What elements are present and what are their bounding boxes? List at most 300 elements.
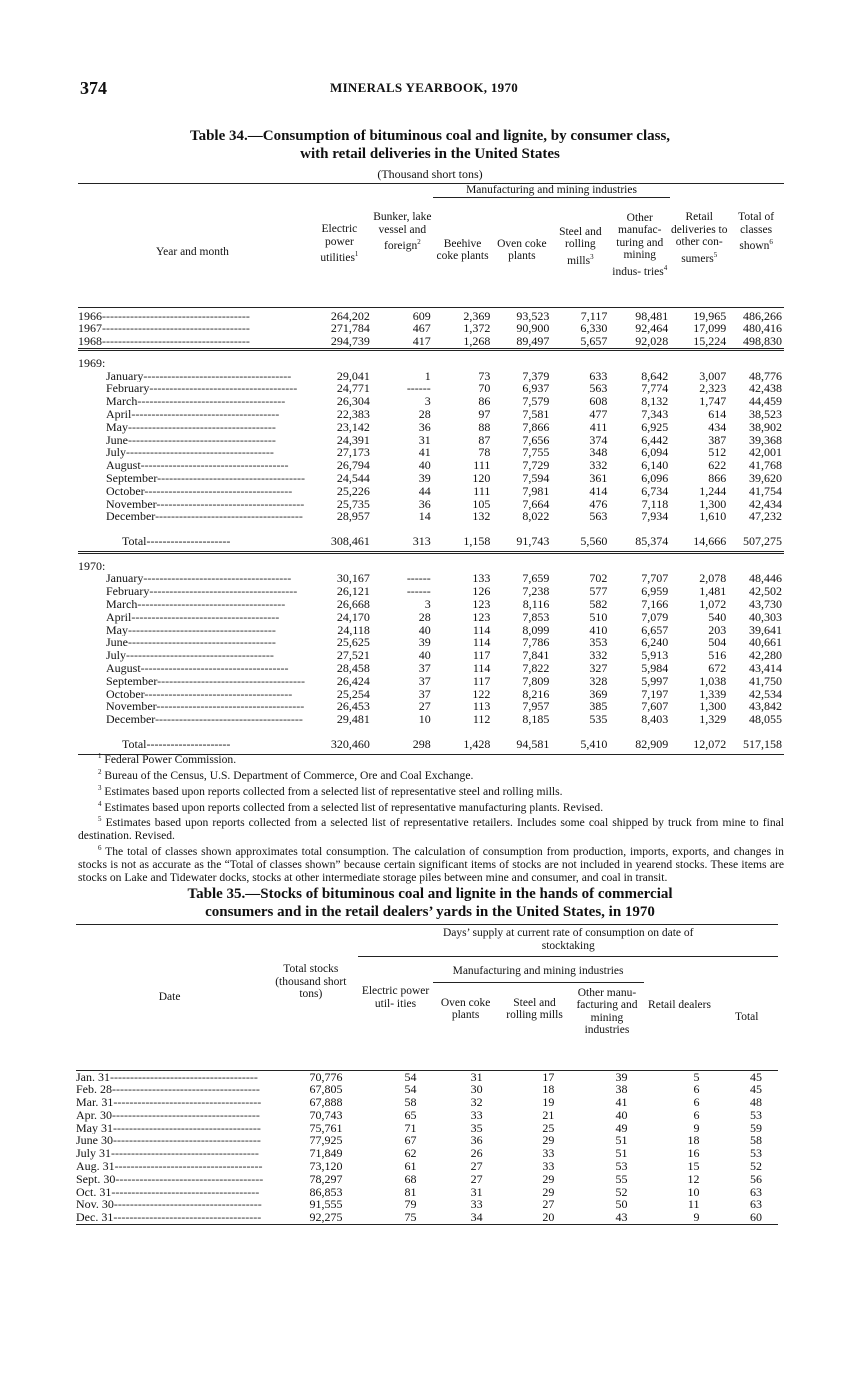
cell: 26 bbox=[470, 1146, 483, 1161]
t34-col-beehive: Beehive coke plants bbox=[436, 237, 489, 262]
cell: 28 bbox=[418, 407, 431, 422]
cell: 39,620 bbox=[749, 471, 782, 486]
cell: 21 bbox=[542, 1107, 555, 1122]
row-label: June------------------------------------- bbox=[106, 636, 276, 650]
cell: 29 bbox=[542, 1184, 555, 1199]
cell: 114 bbox=[472, 622, 491, 637]
row-label: January------------------------------------- bbox=[106, 572, 292, 586]
cell: 7,079 bbox=[641, 609, 669, 624]
cell: 563 bbox=[589, 509, 608, 524]
cell: 26,424 bbox=[336, 673, 370, 688]
cell: 49 bbox=[615, 1120, 628, 1135]
cell: 23,142 bbox=[336, 419, 370, 434]
t34-year-1970: 1970: bbox=[78, 558, 106, 573]
cell: 42,001 bbox=[749, 445, 782, 460]
cell: 614 bbox=[708, 407, 727, 422]
cell: 126 bbox=[472, 584, 491, 599]
cell: 26,794 bbox=[336, 458, 370, 473]
cell: ------ bbox=[406, 571, 431, 586]
cell: 411 bbox=[589, 419, 608, 434]
t35-row bbox=[76, 1147, 778, 1160]
cell: 6,140 bbox=[641, 458, 669, 473]
cell: 26,668 bbox=[336, 596, 370, 611]
cell: 89,497 bbox=[516, 334, 550, 349]
cell: 3 bbox=[424, 596, 431, 611]
cell: 1,428 bbox=[463, 736, 491, 751]
cell: 54 bbox=[404, 1082, 417, 1097]
cell: 5,997 bbox=[641, 673, 669, 688]
cell: 26,121 bbox=[336, 584, 370, 599]
cell: 15 bbox=[687, 1159, 700, 1174]
cell: 19 bbox=[542, 1095, 555, 1110]
cell: ------ bbox=[406, 584, 431, 599]
cell: 9 bbox=[693, 1210, 700, 1225]
cell: 10 bbox=[418, 712, 431, 727]
cell: 123 bbox=[472, 609, 491, 624]
cell: 52 bbox=[750, 1159, 762, 1174]
cell: 2,078 bbox=[699, 571, 727, 586]
cell: 43,842 bbox=[749, 699, 782, 714]
cell: 327 bbox=[589, 660, 608, 675]
cell: 39,641 bbox=[749, 622, 782, 637]
cell: 7,166 bbox=[641, 596, 669, 611]
cell: 27 bbox=[470, 1171, 483, 1186]
t35-col-date: Date bbox=[158, 991, 181, 1003]
page-header bbox=[80, 78, 780, 98]
cell: 45 bbox=[750, 1082, 762, 1097]
cell: 117 bbox=[472, 673, 491, 688]
cell: 25,625 bbox=[336, 635, 370, 650]
t34-annual-row bbox=[78, 322, 784, 335]
cell: 50 bbox=[615, 1197, 628, 1212]
t35-col-other: Other manu- facturing and mining industries bbox=[576, 986, 638, 1036]
cell: 7,594 bbox=[522, 471, 550, 486]
cell: 132 bbox=[472, 509, 491, 524]
cell: 40,303 bbox=[749, 609, 782, 624]
t34-month-row bbox=[78, 395, 784, 408]
cell: 7,866 bbox=[522, 419, 550, 434]
cell: ------ bbox=[406, 381, 431, 396]
cell: 90,900 bbox=[516, 321, 550, 336]
cell: 26,453 bbox=[336, 699, 370, 714]
cell: 5 bbox=[693, 1069, 700, 1084]
cell: 328 bbox=[589, 673, 608, 688]
cell: 30 bbox=[470, 1082, 483, 1097]
cell: 7,343 bbox=[641, 407, 669, 422]
row-label: July 31------------------------------------- bbox=[76, 1147, 259, 1161]
table35-title-line1: Table 35.—Stocks of bituminous coal and lignite in the hands of commercial bbox=[187, 886, 673, 902]
cell: 42,502 bbox=[749, 584, 782, 599]
row-label: 1966------------------------------------- bbox=[78, 308, 250, 323]
row-label: 1967------------------------------------- bbox=[78, 322, 250, 336]
cell: 8,022 bbox=[522, 509, 550, 524]
cell: 374 bbox=[589, 432, 608, 447]
row-label: Total--------------------- bbox=[122, 736, 231, 751]
cell: 369 bbox=[589, 686, 608, 701]
cell: 1,244 bbox=[699, 483, 727, 498]
cell: 39 bbox=[418, 635, 431, 650]
row-label: October------------------------------------- bbox=[106, 687, 293, 701]
cell: 133 bbox=[472, 571, 491, 586]
cell: 45 bbox=[750, 1069, 762, 1084]
cell: 5,913 bbox=[641, 648, 669, 663]
cell: 6,925 bbox=[641, 419, 669, 434]
cell: 25 bbox=[542, 1120, 555, 1135]
cell: 387 bbox=[708, 432, 727, 447]
t34-month-row bbox=[78, 408, 784, 421]
cell: 7,656 bbox=[522, 432, 550, 447]
cell: 8,403 bbox=[641, 712, 669, 727]
row-label: May------------------------------------- bbox=[106, 420, 276, 434]
row-label: September------------------------------------- bbox=[106, 472, 305, 485]
t34-month-row bbox=[78, 485, 784, 498]
row-label: Oct. 31------------------------------------- bbox=[76, 1185, 260, 1199]
cell: 113 bbox=[472, 699, 491, 714]
table35 bbox=[76, 924, 778, 1225]
cell: 6,096 bbox=[641, 471, 669, 486]
cell: 8,099 bbox=[522, 622, 550, 637]
cell: 120 bbox=[472, 471, 491, 486]
cell: 332 bbox=[589, 648, 608, 663]
cell: 2,369 bbox=[463, 308, 491, 323]
cell: 7,707 bbox=[641, 571, 669, 586]
cell: 93,523 bbox=[516, 308, 550, 323]
row-label: Jan. 31------------------------------------- bbox=[76, 1070, 258, 1084]
cell: 33 bbox=[542, 1146, 555, 1161]
cell: 37 bbox=[418, 673, 431, 688]
page-number: 374 bbox=[80, 78, 107, 98]
cell: 36 bbox=[470, 1133, 483, 1148]
cell: 577 bbox=[589, 584, 608, 599]
t34-month-row bbox=[78, 434, 784, 447]
footnote-1: $^1$ Federal Power Commission. bbox=[98, 752, 237, 766]
cell: 271,784 bbox=[330, 321, 370, 336]
cell: 516 bbox=[708, 648, 727, 663]
cell: 9 bbox=[693, 1120, 700, 1135]
cell: 15,224 bbox=[693, 334, 727, 349]
t35-row bbox=[76, 1198, 778, 1211]
t35-row bbox=[76, 1211, 778, 1224]
cell: 5,657 bbox=[580, 334, 608, 349]
cell: 41,754 bbox=[749, 483, 782, 498]
cell: 36 bbox=[418, 496, 431, 511]
cell: 28,957 bbox=[336, 509, 370, 524]
cell: 8,116 bbox=[522, 596, 550, 611]
cell: 486,266 bbox=[743, 308, 782, 323]
cell: 5,560 bbox=[580, 534, 608, 549]
cell: 353 bbox=[589, 635, 608, 650]
cell: 7,197 bbox=[641, 686, 669, 701]
t34-month-row bbox=[78, 598, 784, 611]
cell: 385 bbox=[589, 699, 608, 714]
row-label: July------------------------------------- bbox=[106, 446, 274, 460]
cell: 71 bbox=[404, 1120, 417, 1135]
cell: 17 bbox=[542, 1069, 555, 1084]
cell: 56 bbox=[750, 1171, 762, 1186]
table34 bbox=[78, 183, 784, 755]
cell: 55 bbox=[615, 1171, 628, 1186]
cell: 8,132 bbox=[641, 394, 669, 409]
t35-row bbox=[76, 1083, 778, 1096]
cell: 44 bbox=[418, 483, 431, 498]
cell: 6 bbox=[693, 1107, 700, 1122]
cell: 1,300 bbox=[699, 699, 727, 714]
cell: 608 bbox=[589, 394, 608, 409]
cell: 563 bbox=[589, 381, 608, 396]
cell: 43,414 bbox=[749, 660, 782, 675]
cell: 29 bbox=[542, 1171, 555, 1186]
cell: 40 bbox=[615, 1107, 628, 1122]
cell: 70,776 bbox=[309, 1069, 343, 1084]
t35-col-electric: Electric power util- ities bbox=[361, 985, 430, 1010]
cell: 320,460 bbox=[330, 736, 370, 751]
cell: 61 bbox=[404, 1159, 417, 1174]
cell: 87 bbox=[478, 432, 491, 447]
cell: 6,937 bbox=[522, 381, 550, 396]
footnote-5: $^5$ Estimates based upon reports collected from a selected list of representative retailers. Includes some coal shipped by truck from mine to final destination. Revised. bbox=[78, 815, 785, 843]
cell: 92,028 bbox=[635, 334, 669, 349]
cell: 7,853 bbox=[522, 609, 550, 624]
cell: 7,755 bbox=[522, 445, 550, 460]
cell: 6,959 bbox=[641, 584, 669, 599]
cell: 7,822 bbox=[522, 660, 550, 675]
cell: 1,610 bbox=[699, 509, 727, 524]
row-label: Apr. 30------------------------------------- bbox=[76, 1108, 260, 1122]
t34-total-row bbox=[78, 523, 784, 548]
cell: 1 bbox=[424, 368, 431, 383]
t35-days-header: Days’ supply at current rate of consumption on date of stocktaking bbox=[358, 925, 778, 957]
row-label: Total--------------------- bbox=[122, 534, 231, 549]
cell: 7,934 bbox=[641, 509, 669, 524]
cell: 24,391 bbox=[336, 432, 370, 447]
cell: 27 bbox=[470, 1159, 483, 1174]
cell: 36 bbox=[418, 419, 431, 434]
cell: 3 bbox=[424, 394, 431, 409]
t34-col-other: Other manufac- turing and mining indus- tries$^4$ bbox=[612, 211, 668, 278]
cell: 28,458 bbox=[336, 660, 370, 675]
t34-month-row bbox=[78, 572, 784, 585]
cell: 39,368 bbox=[749, 432, 782, 447]
cell: 1,158 bbox=[463, 534, 491, 549]
cell: 7,809 bbox=[522, 673, 550, 688]
row-label: December------------------------------------- bbox=[106, 510, 303, 524]
t34-month-row bbox=[78, 472, 784, 485]
cell: 73 bbox=[478, 368, 491, 383]
cell: 25,735 bbox=[336, 496, 370, 511]
cell: 7,238 bbox=[522, 584, 550, 599]
cell: 75,761 bbox=[309, 1120, 343, 1135]
cell: 47,232 bbox=[749, 509, 782, 524]
cell: 27 bbox=[418, 699, 431, 714]
cell: 112 bbox=[472, 712, 491, 727]
table34-footnotes bbox=[78, 750, 784, 884]
cell: 30,167 bbox=[336, 571, 370, 586]
footnote-4: $^4$ Estimates based upon reports collected from a selected list of representative manufacturing plants. Revised. bbox=[98, 799, 604, 814]
cell: 7,118 bbox=[641, 496, 669, 511]
cell: 7,579 bbox=[522, 394, 550, 409]
row-label: December------------------------------------- bbox=[106, 713, 303, 726]
cell: 34 bbox=[470, 1210, 483, 1225]
cell: 29,481 bbox=[336, 712, 370, 727]
cell: 504 bbox=[708, 635, 727, 650]
cell: 2,323 bbox=[699, 381, 727, 396]
cell: 7,729 bbox=[522, 458, 550, 473]
cell: 540 bbox=[708, 609, 727, 624]
cell: 1,339 bbox=[699, 686, 727, 701]
cell: 12 bbox=[687, 1171, 700, 1186]
cell: 53 bbox=[750, 1146, 762, 1161]
cell: 78,297 bbox=[309, 1171, 343, 1186]
cell: 43,730 bbox=[749, 596, 782, 611]
cell: 332 bbox=[589, 458, 608, 473]
cell: 18 bbox=[687, 1133, 700, 1148]
cell: 535 bbox=[589, 712, 608, 727]
row-label: November------------------------------------- bbox=[106, 700, 305, 714]
cell: 91,743 bbox=[516, 534, 550, 549]
row-label: Feb. 28------------------------------------- bbox=[76, 1083, 260, 1097]
t35-row bbox=[76, 1186, 778, 1199]
cell: 97 bbox=[478, 407, 491, 422]
cell: 59 bbox=[750, 1120, 762, 1135]
cell: 24,118 bbox=[337, 622, 370, 637]
t34-month-row bbox=[78, 382, 784, 395]
cell: 92,275 bbox=[309, 1210, 343, 1225]
cell: 63 bbox=[750, 1197, 762, 1212]
row-label: Sept. 30------------------------------------- bbox=[76, 1172, 264, 1186]
t34-group-header: Manufacturing and mining industries bbox=[433, 184, 670, 198]
t34-month-row bbox=[78, 649, 784, 662]
cell: 38,523 bbox=[749, 407, 782, 422]
cell: 27 bbox=[542, 1197, 555, 1212]
cell: 361 bbox=[589, 471, 608, 486]
cell: 41 bbox=[418, 445, 431, 460]
cell: 3,007 bbox=[699, 368, 727, 383]
cell: 111 bbox=[473, 458, 491, 473]
cell: 1,329 bbox=[699, 712, 727, 727]
cell: 75 bbox=[404, 1210, 417, 1225]
footnote-6: $^6$ The total of classes shown approximates total consumption. The calculation of consumption from production, imports, exports, and changes in stocks is not as accurate as the “Total of classes shown” because certain significant items of stocks are not included in yearend stocks. These items are stocks on Lake and Tidewater docks, stocks at other intermediate storage piles between mine and consumer, and coal in transit. bbox=[78, 844, 784, 885]
t34-month-row bbox=[78, 370, 784, 383]
cell: 11 bbox=[687, 1197, 700, 1212]
cell: 51 bbox=[615, 1146, 628, 1161]
row-label: October------------------------------------- bbox=[106, 484, 293, 498]
cell: 98,481 bbox=[635, 308, 669, 323]
t34-month-row bbox=[78, 459, 784, 472]
cell: 609 bbox=[412, 308, 431, 323]
cell: 88 bbox=[478, 419, 491, 434]
cell: 42,434 bbox=[749, 496, 782, 511]
cell: 58 bbox=[404, 1095, 417, 1110]
cell: 24,544 bbox=[336, 471, 370, 486]
cell: 264,202 bbox=[330, 308, 370, 323]
cell: 313 bbox=[412, 534, 431, 549]
cell: 7,957 bbox=[522, 699, 550, 714]
cell: 20 bbox=[542, 1210, 555, 1225]
cell: 79 bbox=[404, 1197, 417, 1212]
t34-month-row bbox=[78, 421, 784, 434]
cell: 298 bbox=[412, 736, 431, 751]
cell: 14,666 bbox=[693, 534, 727, 549]
cell: 6 bbox=[693, 1082, 700, 1097]
t34-col-total: Total of classes shown$^6$ bbox=[738, 211, 775, 252]
cell: 67,805 bbox=[309, 1082, 343, 1097]
cell: 39 bbox=[615, 1069, 628, 1084]
t34-month-row bbox=[78, 636, 784, 649]
table34-title-line1: Table 34.—Consumption of bituminous coal and lignite, by consumer class, bbox=[189, 128, 671, 144]
cell: 29 bbox=[542, 1133, 555, 1148]
t35-col-steel: Steel and rolling mills bbox=[506, 996, 563, 1021]
cell: 1,747 bbox=[699, 394, 727, 409]
cell: 510 bbox=[589, 609, 608, 624]
cell: 48,776 bbox=[749, 368, 782, 383]
cell: 53 bbox=[615, 1159, 628, 1174]
cell: 1,481 bbox=[699, 584, 727, 599]
cell: 40 bbox=[418, 648, 431, 663]
cell: 16 bbox=[687, 1146, 700, 1161]
cell: 60 bbox=[750, 1210, 762, 1225]
t34-month-row bbox=[78, 688, 784, 701]
cell: 25,226 bbox=[336, 483, 370, 498]
cell: 42,534 bbox=[749, 686, 782, 701]
row-label: May------------------------------------- bbox=[106, 623, 276, 637]
cell: 507,275 bbox=[743, 534, 782, 549]
t34-month-row bbox=[78, 675, 784, 688]
cell: 65 bbox=[404, 1107, 417, 1122]
t34-month-row bbox=[78, 585, 784, 598]
t35-col-retail: Retail dealers bbox=[648, 999, 711, 1011]
t34-annual-row bbox=[78, 307, 784, 322]
cell: 68 bbox=[404, 1171, 417, 1186]
t34-month-row bbox=[78, 611, 784, 624]
cell: 7,981 bbox=[522, 483, 550, 498]
cell: 1,372 bbox=[463, 321, 491, 336]
cell: 512 bbox=[708, 445, 727, 460]
row-label: September------------------------------------- bbox=[106, 674, 305, 688]
cell: 117 bbox=[472, 648, 491, 663]
cell: 308,461 bbox=[330, 534, 370, 549]
cell: 62 bbox=[404, 1146, 417, 1161]
cell: 19,965 bbox=[693, 308, 727, 323]
cell: 37 bbox=[418, 686, 431, 701]
t34-col-retail: Retail deliveries to other con- sumers$^5$ bbox=[670, 211, 728, 265]
cell: 7,659 bbox=[522, 571, 550, 586]
cell: 40,661 bbox=[749, 635, 782, 650]
cell: 12,072 bbox=[693, 736, 727, 751]
cell: 38 bbox=[615, 1082, 628, 1097]
t34-month-row bbox=[78, 624, 784, 637]
cell: 67,888 bbox=[309, 1095, 343, 1110]
t34-month-row bbox=[78, 498, 784, 511]
row-label: April------------------------------------- bbox=[106, 610, 280, 624]
cell: 417 bbox=[412, 334, 431, 349]
row-label: April------------------------------------- bbox=[106, 408, 280, 421]
cell: 18 bbox=[542, 1082, 555, 1097]
cell: 82,909 bbox=[635, 736, 669, 751]
cell: 53 bbox=[750, 1107, 762, 1122]
cell: 123 bbox=[472, 596, 491, 611]
cell: 42,438 bbox=[749, 381, 782, 396]
table34-units: (Thousand short tons) bbox=[377, 167, 483, 181]
cell: 40 bbox=[418, 458, 431, 473]
cell: 48 bbox=[750, 1095, 762, 1110]
cell: 24,771 bbox=[336, 381, 370, 396]
cell: 17,099 bbox=[693, 321, 727, 336]
cell: 410 bbox=[589, 622, 608, 637]
row-label: February------------------------------------- bbox=[106, 585, 298, 598]
cell: 91,555 bbox=[309, 1197, 343, 1212]
cell: 41 bbox=[615, 1095, 628, 1110]
cell: 7,841 bbox=[522, 648, 550, 663]
